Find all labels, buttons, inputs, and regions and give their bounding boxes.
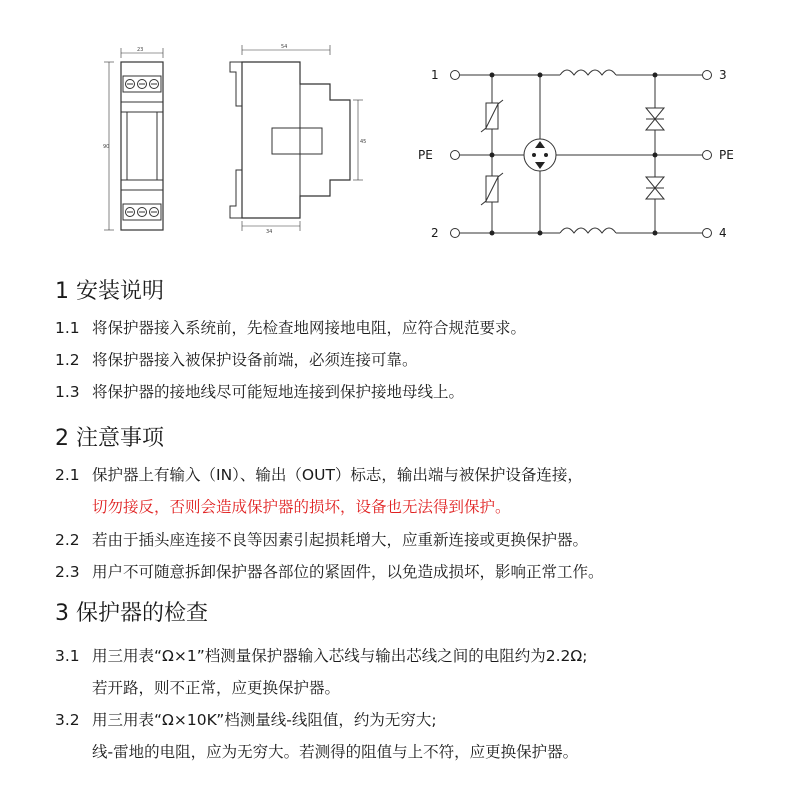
- item-text: 将保护器接入被保护设备前端，必须连接可靠。: [92, 351, 418, 369]
- item-number: 1.2: [55, 351, 80, 369]
- item-number: 1.3: [55, 383, 80, 401]
- front-view-drawing: [104, 48, 163, 230]
- warning-text: 切勿接反，否则会造成保护器的损坏，设备也无法得到保护。: [92, 498, 511, 516]
- circuit-schematic: [451, 70, 712, 238]
- dim-front-width: 23: [137, 47, 144, 53]
- item-text: 将保护器的接地线尽可能短地连接到保护接地母线上。: [92, 383, 465, 401]
- terminal-label-pe-left: PE: [418, 148, 433, 162]
- item-number: 2.3: [55, 563, 80, 581]
- section-title-inspection: 3 保护器的检查: [55, 601, 208, 626]
- dim-side-height: 45: [360, 139, 367, 145]
- item-number: 3.1: [55, 647, 80, 665]
- terminal-label-pe-right: PE: [719, 148, 734, 162]
- item-number: 2.1: [55, 466, 80, 484]
- item-text: 保护器上有输入（IN）、输出（OUT）标志，输出端与被保护设备连接，: [92, 466, 583, 484]
- dim-front-height: 90: [103, 144, 110, 150]
- terminal-label-2: 2: [431, 226, 439, 240]
- dim-side-width: 54: [281, 44, 288, 50]
- section-title-precautions: 2 注意事项: [55, 426, 164, 451]
- item-text: 用户不可随意拆卸保护器各部位的紧固件，以免造成损坏，影响正常工作。: [92, 563, 604, 581]
- item-text: 若由于插头座连接不良等因素引起损耗增大，应重新连接或更换保护器。: [92, 531, 589, 549]
- item-text: 若开路，则不正常，应更换保护器。: [92, 679, 341, 697]
- dim-side-bottom: 34: [266, 229, 273, 235]
- technical-drawings: [0, 0, 800, 260]
- item-number: 2.2: [55, 531, 80, 549]
- item-text: 将保护器接入系统前，先检查地网接地电阻，应符合规范要求。: [92, 319, 527, 337]
- item-text: 用三用表“Ω×1”档测量保护器输入芯线与输出芯线之间的电阻约为2.2Ω;: [92, 647, 588, 665]
- section-title-installation: 1 安装说明: [55, 279, 164, 304]
- terminal-label-1: 1: [431, 68, 439, 82]
- terminal-label-3: 3: [719, 68, 727, 82]
- item-text: 用三用表“Ω×10K”档测量线-线阻值，约为无穷大;: [92, 711, 437, 729]
- item-number: 3.2: [55, 711, 80, 729]
- terminal-label-4: 4: [719, 226, 727, 240]
- item-number: 1.1: [55, 319, 80, 337]
- side-view-drawing: [230, 45, 363, 231]
- item-text: 线-雷地的电阻，应为无穷大。若测得的阻值与上不符，应更换保护器。: [92, 743, 579, 761]
